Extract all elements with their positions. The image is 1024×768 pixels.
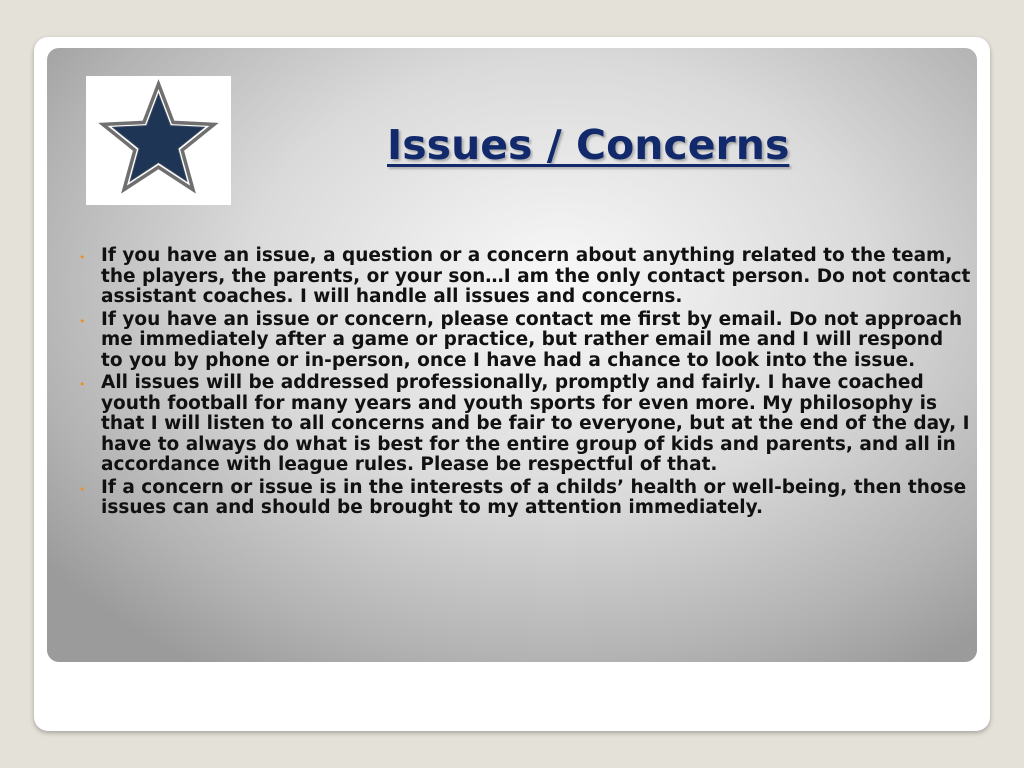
bullet-dot-icon: • (79, 482, 86, 496)
bullet-dot-icon: • (79, 251, 86, 264)
bullet-dot-icon: • (79, 378, 86, 391)
bullet-text: If you have an issue or concern, please contact me first by email. Do not approach me immediately after a game or practice, but rather email me and I will respond to you by phone or in-person, once I have had a chance to look into the issue. (101, 308, 963, 371)
slide-frame (34, 37, 990, 731)
bullet-list (71, 246, 971, 521)
list-item (71, 478, 971, 519)
bullet-text: If you have an issue, a question or a concern about anything related to the team, the players, the parents, or your son…I am the only contact person. Do not contact assistant coaches. I will handle all issues and concerns. (101, 245, 971, 307)
bullet-text: All issues will be addressed professionally, promptly and fairly. I have coached youth football for many years and youth sports for even more. My philosophy is that I will listen to all concerns and be fair to everyone, but at the end of the day, I have to always do what is best for the entire group of kids and parents, and all in accordance with league rules. Please be respectful of that. (101, 372, 970, 475)
dallas-star-icon (86, 76, 231, 205)
list-item (71, 373, 971, 476)
bullet-dot-icon: • (79, 314, 86, 328)
list-item (71, 310, 971, 372)
team-logo (86, 76, 231, 205)
list-item (71, 246, 971, 308)
bullet-text: If a concern or issue is in the interests of a childs’ health or well-being, then those issues can and should be brought to my attention immediately. (101, 476, 967, 518)
slide-content-panel (47, 48, 977, 662)
slide-title: Issues / Concerns (387, 121, 790, 169)
